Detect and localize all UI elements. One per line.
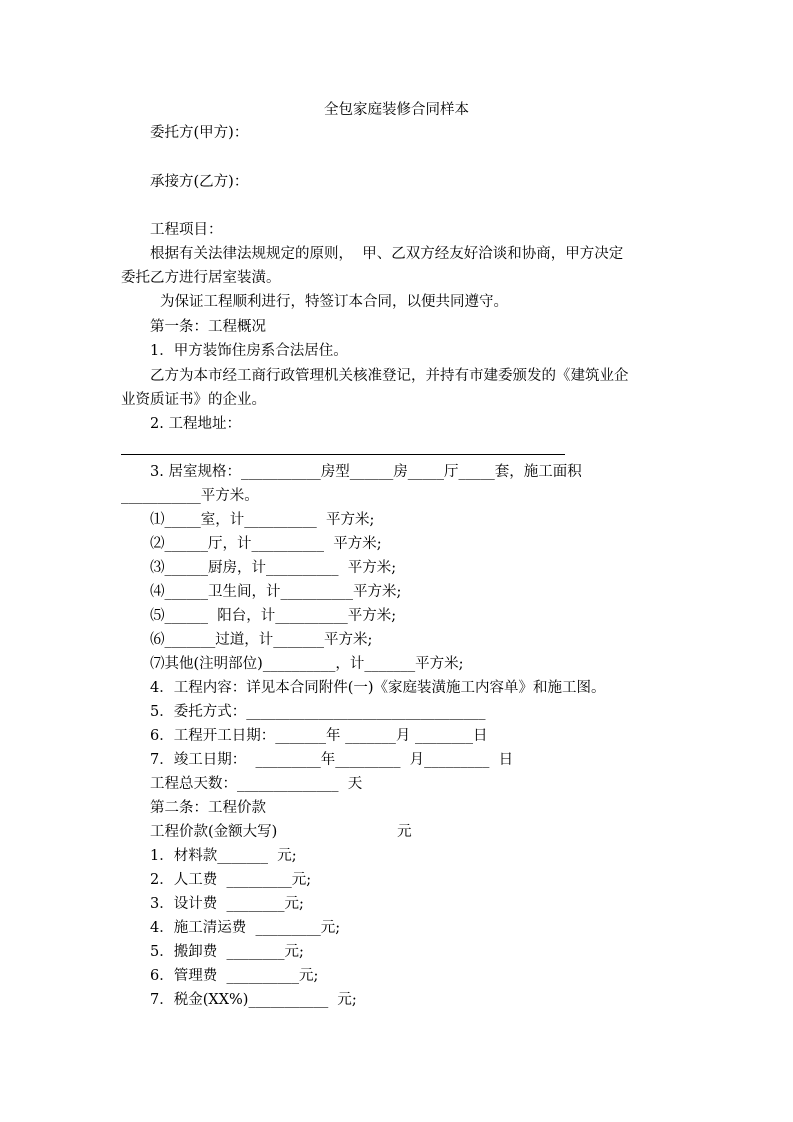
clause-2-address: 2. 工程地址：	[150, 416, 241, 432]
contractor-qualification-2: 业资质证书》的企业。	[121, 392, 266, 408]
clause-1: 1．甲方装饰住房系合法居住。	[150, 343, 348, 359]
price-item-tax: 7．税金(XX%)___________ 元;	[150, 992, 357, 1008]
room-item-1: ⑴_____室，计__________ 平方米;	[150, 512, 375, 528]
price-item-management: 6．管理费 __________元;	[150, 968, 319, 984]
clause-4-content: 4．工程内容：详见本合同附件(一)《家庭装潢施工内容单》和施工图。	[150, 680, 606, 696]
party-a-label: 委托方(甲方)：	[150, 125, 249, 141]
price-total: 工程价款(金额大写) 元	[150, 824, 412, 840]
price-item-cleanup: 4．施工清运费 _________元;	[150, 920, 341, 936]
room-item-5: ⑸______ 阳台，计__________平方米;	[150, 608, 397, 624]
total-days: 工程总天数：______________ 天	[150, 776, 363, 792]
clause-5-method: 5．委托方式：_________________________________	[150, 704, 486, 720]
clause-3-room-spec: 3. 居室规格：___________房型______房_____厅_____套，施工面积	[150, 464, 582, 480]
preamble-line-2: 委托乙方进行居室装潢。	[121, 270, 281, 286]
room-item-2: ⑵______厅，计__________ 平方米;	[150, 536, 382, 552]
room-item-6: ⑹_______过道，计_______平方米;	[150, 632, 373, 648]
price-item-design: 3．设计费 ________元;	[150, 896, 304, 912]
address-fill-line	[121, 454, 565, 455]
price-item-materials: 1．材料款_______ 元;	[150, 848, 297, 864]
article-2-heading: 第二条：工程价款	[150, 800, 266, 816]
clause-7-end-date: 7．竣工日期： _________年_________ 月_________ 日	[150, 752, 514, 768]
clause-6-start-date: 6．工程开工日期：_______年 _______月 ________日	[150, 728, 488, 744]
clause-3-area: ___________平方米。	[121, 488, 259, 504]
room-item-4: ⑷______卫生间，计__________平方米;	[150, 584, 402, 600]
room-item-7: ⑺其他(注明部位)__________，计_______平方米;	[150, 656, 464, 672]
room-item-3: ⑶______厨房，计__________ 平方米;	[150, 560, 397, 576]
article-1-heading: 第一条：工程概况	[150, 319, 266, 335]
document-title: 全包家庭装修合同样本	[324, 102, 469, 118]
contractor-qualification-1: 乙方为本市经工商行政管理机关核准登记，并持有市建委颁发的《建筑业企	[150, 368, 629, 384]
party-b-label: 承接方(乙方)：	[150, 174, 249, 190]
preamble-line-3: 为保证工程顺利进行，特签订本合同，以便共同遵守。	[160, 294, 508, 310]
price-item-moving: 5．搬卸费 ________元;	[150, 944, 304, 960]
project-label: 工程项目：	[150, 222, 223, 238]
price-item-labor: 2．人工费 _________元;	[150, 872, 312, 888]
preamble-line-1: 根据有关法律法规规定的原则， 甲、乙双方经友好洽谈和协商，甲方决定	[150, 246, 624, 262]
